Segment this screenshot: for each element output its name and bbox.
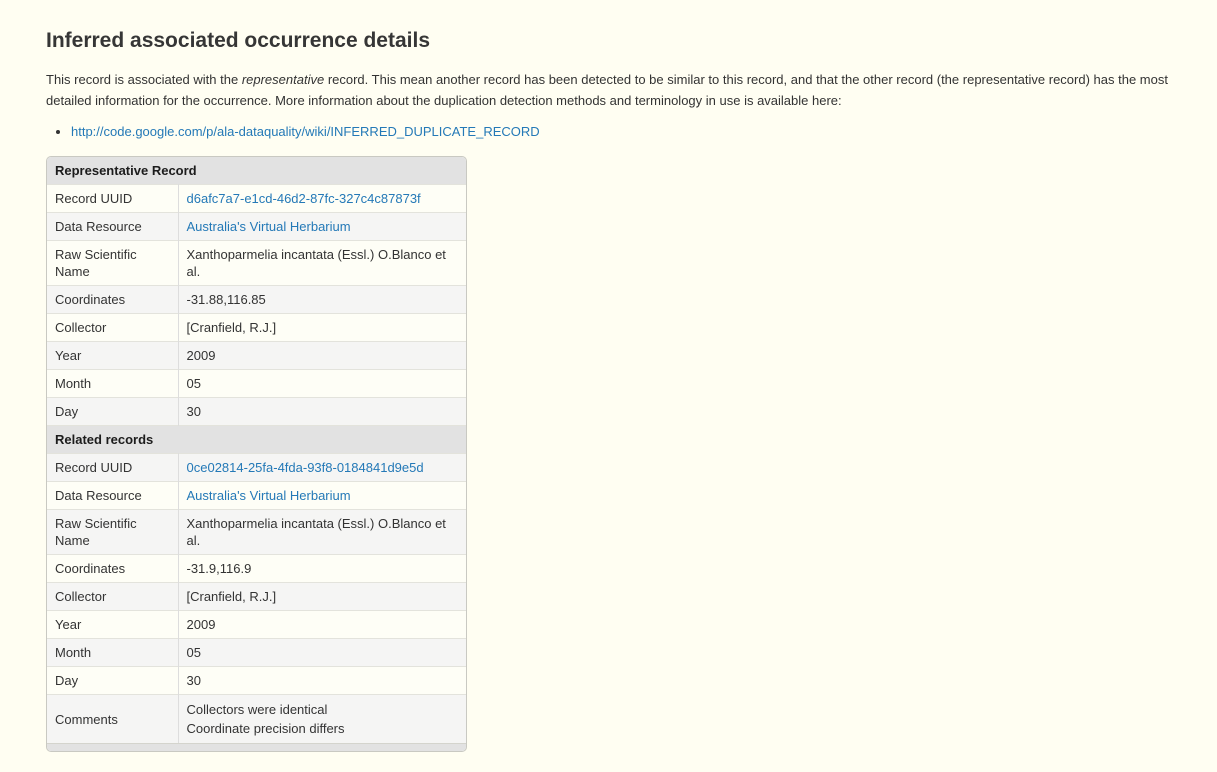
row-label: Day: [47, 667, 178, 695]
intro-italic-word: representative: [241, 72, 325, 87]
row-label: Month: [47, 370, 178, 398]
row-label: Coordinates: [47, 286, 178, 314]
row-label: Record UUID: [47, 454, 178, 482]
table-row-coordinates: [47, 286, 466, 314]
row-label: Day: [47, 398, 178, 426]
row-value: -31.9,116.9: [178, 555, 466, 583]
row-value-cell: [178, 185, 466, 213]
record-uuid-link[interactable]: 0ce02814-25fa-4fda-93f8-0184841d9e5d: [186, 460, 424, 475]
row-value: 2009: [178, 611, 466, 639]
section-header-label: Representative Record: [47, 157, 466, 185]
table-row-month: [47, 370, 466, 398]
link-list: [46, 121, 1187, 142]
data-resource-link[interactable]: Australia's Virtual Herbarium: [186, 219, 351, 234]
row-value: Xanthoparmelia incantata (Essl.) O.Blanco et al.: [178, 510, 466, 555]
occurrence-details-table: [46, 156, 467, 752]
row-label: Comments: [47, 695, 178, 744]
table-row-data-resource: [47, 482, 466, 510]
duplicate-record-wiki-link[interactable]: http://code.google.com/p/ala-dataquality/wiki/INFERRED_DUPLICATE_RECORD: [71, 124, 540, 139]
table-footer-bar: [47, 743, 466, 751]
data-resource-link[interactable]: Australia's Virtual Herbarium: [186, 488, 351, 503]
row-label: Raw Scientific Name: [47, 241, 178, 286]
table-row-raw-scientific-name: [47, 510, 466, 555]
table-row-data-resource: [47, 213, 466, 241]
table-row-comments: [47, 695, 466, 744]
table-row-raw-scientific-name: [47, 241, 466, 286]
comment-line: Collectors were identical: [186, 702, 328, 717]
row-label: Year: [47, 611, 178, 639]
row-value: 30: [178, 398, 466, 426]
row-label: Collector: [47, 583, 178, 611]
row-value: 30: [178, 667, 466, 695]
row-value-cell: [178, 213, 466, 241]
row-value: 2009: [178, 342, 466, 370]
row-value-cell: [178, 482, 466, 510]
row-label: Data Resource: [47, 482, 178, 510]
row-value-cell: [178, 454, 466, 482]
table-row-record-uuid: [47, 185, 466, 213]
table-row-collector: [47, 314, 466, 342]
row-value: [Cranfield, R.J.]: [178, 314, 466, 342]
row-label: Data Resource: [47, 213, 178, 241]
row-label: Raw Scientific Name: [47, 510, 178, 555]
row-value: [Cranfield, R.J.]: [178, 583, 466, 611]
row-label: Record UUID: [47, 185, 178, 213]
intro-text-after: record. This mean another record has been detected to be similar to this record, and that the other record (the representative record) has the most detailed information for the occurrence. More information about the duplication detection methods and terminology in use is available here:: [46, 72, 1168, 108]
table-row-year: [47, 611, 466, 639]
table-row-collector: [47, 583, 466, 611]
row-value: 05: [178, 370, 466, 398]
comment-line: Coordinate precision differs: [186, 721, 345, 736]
link-list-item: [71, 121, 1187, 142]
row-label: Coordinates: [47, 555, 178, 583]
record-uuid-link[interactable]: d6afc7a7-e1cd-46d2-87fc-327c4c87873f: [186, 191, 421, 206]
row-label: Month: [47, 639, 178, 667]
row-value: Xanthoparmelia incantata (Essl.) O.Blanco et al.: [178, 241, 466, 286]
table-row-month: [47, 639, 466, 667]
row-label: Collector: [47, 314, 178, 342]
table-row-day: [47, 667, 466, 695]
page-title: Inferred associated occurrence details: [46, 29, 430, 52]
row-value: -31.88,116.85: [178, 286, 466, 314]
section-header-representative-record: [47, 157, 466, 185]
row-value: 05: [178, 639, 466, 667]
intro-text-before: This record is associated with the: [46, 72, 242, 87]
table-row-year: [47, 342, 466, 370]
intro-paragraph: [46, 69, 1186, 111]
table-row-day: [47, 398, 466, 426]
table-row-coordinates: [47, 555, 466, 583]
section-header-related-records: [47, 426, 466, 454]
table-row-record-uuid: [47, 454, 466, 482]
row-label: Year: [47, 342, 178, 370]
section-header-label: Related records: [47, 426, 466, 454]
row-value-cell: [178, 695, 466, 744]
